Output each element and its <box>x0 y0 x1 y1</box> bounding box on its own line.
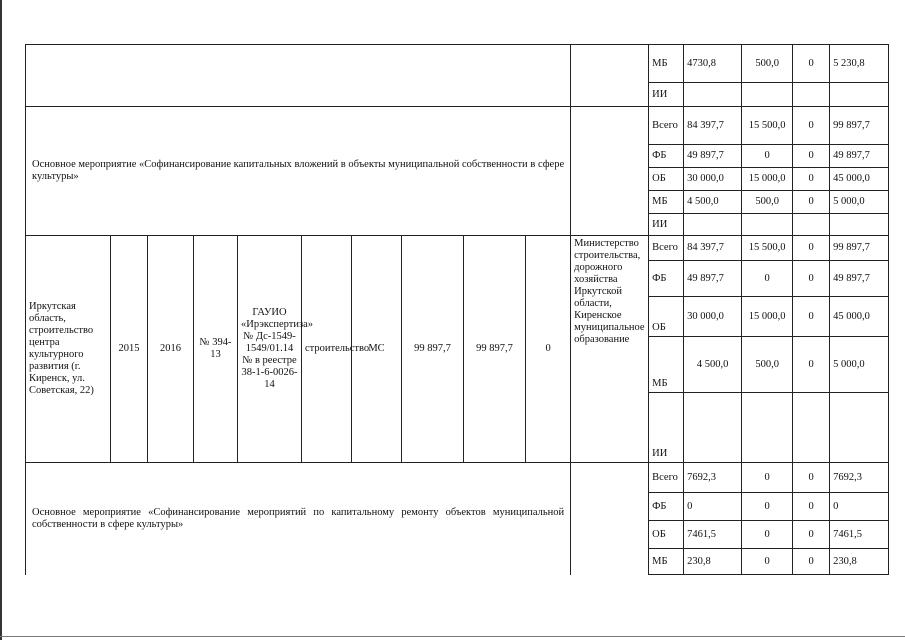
work-type: строительство <box>302 236 352 463</box>
value-cell: 5 230,8 <box>830 45 889 83</box>
end-year: 2016 <box>148 236 194 463</box>
value-cell: 4 500,0 <box>684 191 742 214</box>
value-cell: 7692,3 <box>684 463 742 493</box>
value-cell: 0 <box>793 45 830 83</box>
value-cell: 30 000,0 <box>684 297 742 337</box>
customer: Министерство строительства, дорожного хозяйства Иркутской области, Киренское муниципальное образование <box>571 236 649 463</box>
value-cell: 0 <box>793 191 830 214</box>
cost-remaining: 0 <box>526 236 571 463</box>
source-cell: ФБ <box>649 261 684 297</box>
expertise-info: ГАУИО «Ирэкспертиза» № Дс-1549-1549/01.14 № в реестре 38-1-6-0026-14 <box>238 236 302 463</box>
value-cell: 49 897,7 <box>684 145 742 168</box>
source-cell: МБ <box>649 45 684 83</box>
value-cell: 15 000,0 <box>742 297 793 337</box>
object-name: Иркутская область, строительство центра культурного развития (г. Киренск, ул. Советская, 22) <box>26 236 111 463</box>
value-cell <box>742 393 793 463</box>
value-cell: 5 000,0 <box>830 337 889 393</box>
financing-table <box>25 44 889 575</box>
measure-title: Основное мероприятие «Софинансирование мероприятий по капитальному ремонту объектов муниципальной собственности в сфере культуры» <box>26 463 571 575</box>
source-cell: ФБ <box>649 493 684 521</box>
table-row <box>26 45 889 83</box>
value-cell: 0 <box>684 493 742 521</box>
value-cell: 0 <box>793 297 830 337</box>
value-cell: 49 897,7 <box>830 145 889 168</box>
table-row <box>26 107 889 145</box>
source-cell: Всего <box>649 236 684 261</box>
measure-title: Основное мероприятие «Софинансирование капитальных вложений в объекты муниципальной собственности в сфере культуры» <box>26 107 571 236</box>
value-cell <box>684 214 742 236</box>
value-cell: 0 <box>742 521 793 549</box>
source-cell: МБ <box>649 337 684 393</box>
cost-estimate: 99 897,7 <box>464 236 526 463</box>
page-left-edge <box>0 0 2 640</box>
value-cell: 30 000,0 <box>684 168 742 191</box>
value-cell: 0 <box>793 168 830 191</box>
value-cell <box>793 214 830 236</box>
document-number: № 394-13 <box>194 236 238 463</box>
value-cell: 49 897,7 <box>830 261 889 297</box>
value-cell: 0 <box>742 549 793 575</box>
source-cell: Всего <box>649 107 684 145</box>
value-cell: 15 000,0 <box>742 168 793 191</box>
value-cell: 0 <box>793 145 830 168</box>
value-cell: 49 897,7 <box>684 261 742 297</box>
source-cell: ОБ <box>649 168 684 191</box>
source-cell: ИИ <box>649 214 684 236</box>
value-cell: 0 <box>830 493 889 521</box>
source-cell: МБ <box>649 549 684 575</box>
value-cell: 15 500,0 <box>742 236 793 261</box>
value-cell: 500,0 <box>742 45 793 83</box>
value-cell: 4730,8 <box>684 45 742 83</box>
empty-cell <box>571 463 649 575</box>
value-cell: 230,8 <box>684 549 742 575</box>
empty-cell <box>571 107 649 236</box>
value-cell: 15 500,0 <box>742 107 793 145</box>
value-cell: 5 000,0 <box>830 191 889 214</box>
cost-total: 99 897,7 <box>402 236 464 463</box>
table-row <box>26 463 889 493</box>
value-cell: 4 500,0 <box>684 337 742 393</box>
value-cell <box>793 393 830 463</box>
value-cell: 0 <box>793 236 830 261</box>
empty-cell <box>26 45 571 107</box>
value-cell: 0 <box>793 261 830 297</box>
value-cell: 99 897,7 <box>830 236 889 261</box>
source-cell: ИИ <box>649 83 684 107</box>
source-cell: ОБ <box>649 521 684 549</box>
value-cell: 84 397,7 <box>684 236 742 261</box>
empty-cell <box>571 45 649 107</box>
value-cell: 0 <box>742 493 793 521</box>
value-cell: 0 <box>793 549 830 575</box>
value-cell: 45 000,0 <box>830 297 889 337</box>
value-cell: 0 <box>793 107 830 145</box>
value-cell: 84 397,7 <box>684 107 742 145</box>
value-cell <box>830 393 889 463</box>
value-cell: 99 897,7 <box>830 107 889 145</box>
source-cell: ИИ <box>649 393 684 463</box>
value-cell: 0 <box>793 521 830 549</box>
source-cell: МБ <box>649 191 684 214</box>
value-cell: 500,0 <box>742 337 793 393</box>
value-cell: 7461,5 <box>830 521 889 549</box>
value-cell: 45 000,0 <box>830 168 889 191</box>
value-cell: 7461,5 <box>684 521 742 549</box>
value-cell <box>830 214 889 236</box>
source-cell: ФБ <box>649 145 684 168</box>
value-cell: 500,0 <box>742 191 793 214</box>
value-cell <box>684 393 742 463</box>
value-cell: 0 <box>793 337 830 393</box>
source-cell: Всего <box>649 463 684 493</box>
value-cell: 0 <box>742 261 793 297</box>
value-cell: 230,8 <box>830 549 889 575</box>
value-cell: 0 <box>793 463 830 493</box>
value-cell: 0 <box>742 463 793 493</box>
category: МС <box>352 236 402 463</box>
value-cell <box>742 214 793 236</box>
start-year: 2015 <box>111 236 148 463</box>
value-cell: 0 <box>742 145 793 168</box>
source-cell: ОБ <box>649 297 684 337</box>
page-bottom-edge <box>0 636 905 637</box>
value-cell: 0 <box>793 493 830 521</box>
table-row <box>26 236 889 261</box>
value-cell: 7692,3 <box>830 463 889 493</box>
